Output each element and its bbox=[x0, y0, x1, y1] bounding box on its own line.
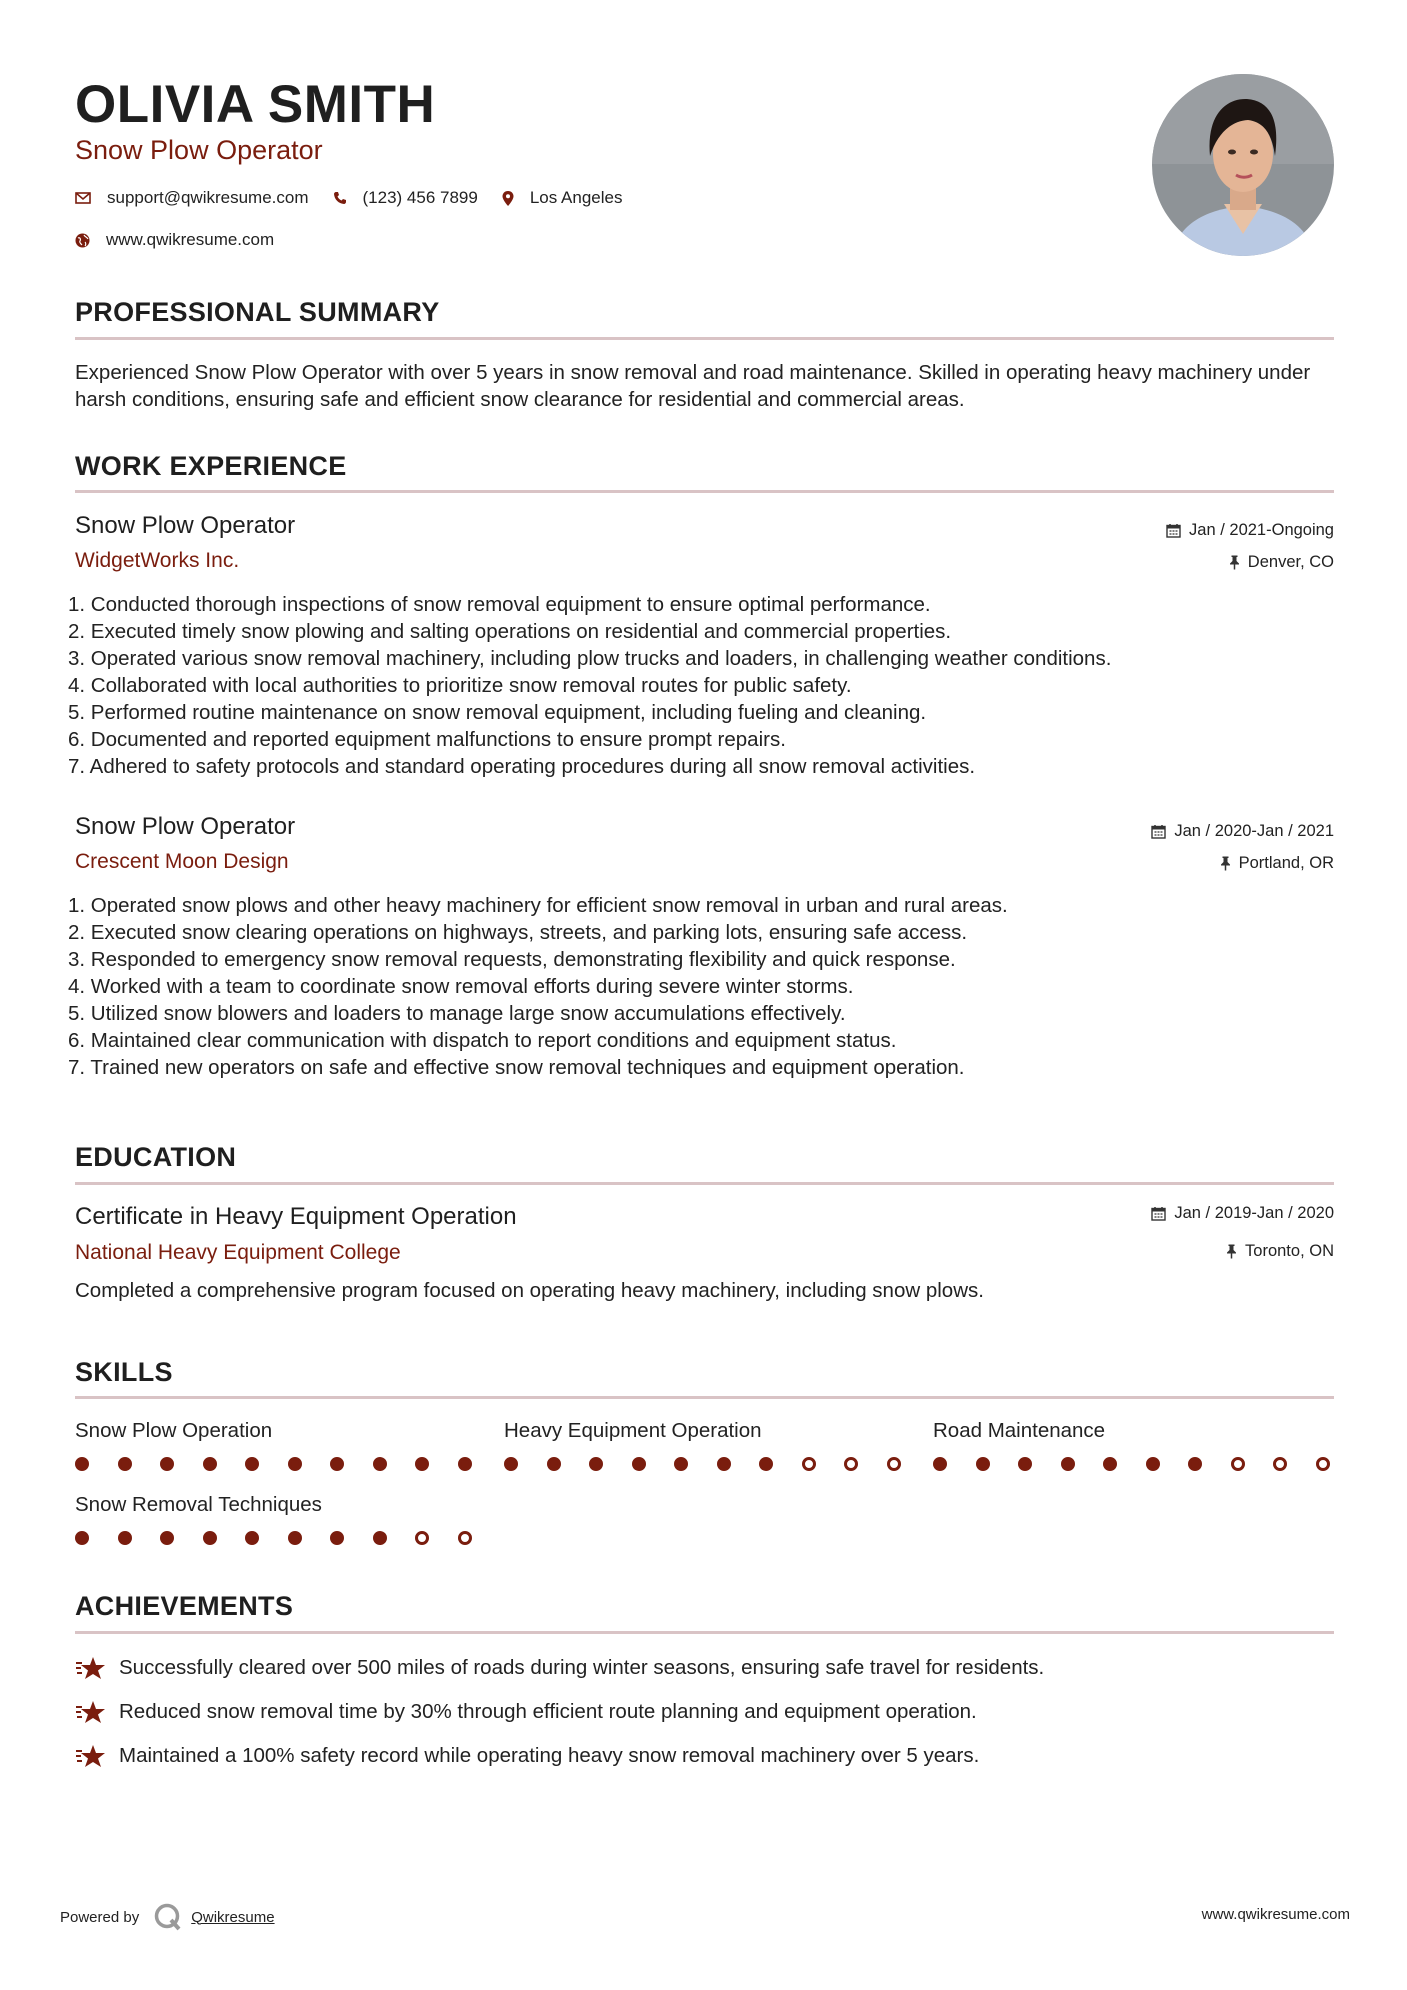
rating-dot-empty bbox=[1273, 1457, 1287, 1471]
list-item: 7. Adhered to safety protocols and standard operating procedures during all snow removal activities. bbox=[68, 755, 976, 778]
contact-phone[interactable] bbox=[333, 188, 478, 208]
footer-website[interactable]: www.qwikresume.com bbox=[1201, 1906, 1350, 1923]
rating-dot-filled bbox=[160, 1457, 174, 1471]
website-text: www.qwikresume.com bbox=[106, 230, 275, 249]
rating-dot-filled bbox=[203, 1531, 217, 1545]
rating-dot-filled bbox=[674, 1457, 688, 1471]
list-item: 1. Operated snow plows and other heavy machinery for efficient snow removal in urban and rural areas. bbox=[68, 894, 1008, 917]
list-item: 4. Worked with a team to coordinate snow removal efforts during severe winter storms. bbox=[68, 975, 854, 998]
education-heading: EDUCATION bbox=[75, 1142, 237, 1172]
list-item: 3. Operated various snow removal machinery, including plow trucks and loaders, in challenging weather conditions. bbox=[68, 647, 1112, 670]
rating-dot-filled bbox=[75, 1531, 89, 1545]
skill-4-label: Snow Removal Techniques bbox=[75, 1493, 322, 1516]
rating-dot-filled bbox=[759, 1457, 773, 1471]
rating-dot-filled bbox=[415, 1457, 429, 1471]
achievement-item bbox=[75, 1699, 977, 1725]
education-location-text: Toronto, ON bbox=[1245, 1242, 1334, 1260]
job-2-bullets bbox=[68, 892, 1338, 1081]
list-item: 2. Executed snow clearing operations on highways, streets, and parking lots, ensuring safe access. bbox=[68, 921, 968, 944]
pushpin-icon bbox=[1220, 856, 1231, 871]
rating-dot-filled bbox=[547, 1457, 561, 1471]
qwikresume-logo-icon bbox=[153, 1902, 183, 1932]
education-dates-text: Jan / 2019-Jan / 2020 bbox=[1174, 1204, 1334, 1222]
rating-dot-filled bbox=[288, 1457, 302, 1471]
profile-photo bbox=[1152, 74, 1334, 256]
pushpin-icon bbox=[1229, 555, 1240, 570]
location-text: Los Angeles bbox=[529, 188, 623, 207]
education-description: Completed a comprehensive program focused on operating heavy machinery, including snow plows. bbox=[75, 1279, 984, 1302]
rating-dot-filled bbox=[203, 1457, 217, 1471]
footer-powered-by bbox=[60, 1902, 275, 1932]
job-2-dates bbox=[1151, 822, 1334, 841]
rating-dot-filled bbox=[976, 1457, 990, 1471]
rating-dot-filled bbox=[118, 1457, 132, 1471]
job-2-company: Crescent Moon Design bbox=[75, 850, 289, 873]
education-school: National Heavy Equipment College bbox=[75, 1241, 401, 1264]
rating-dot-empty bbox=[1231, 1457, 1245, 1471]
phone-text: (123) 456 7899 bbox=[362, 188, 478, 207]
list-item: 6. Documented and reported equipment malfunctions to ensure prompt repairs. bbox=[68, 728, 786, 751]
achievements-heading: ACHIEVEMENTS bbox=[75, 1591, 294, 1621]
rating-dot-empty bbox=[844, 1457, 858, 1471]
rating-dot-filled bbox=[330, 1457, 344, 1471]
qwikresume-link[interactable]: Qwikresume bbox=[191, 1908, 275, 1926]
rating-dot-empty bbox=[415, 1531, 429, 1545]
rating-dot-filled bbox=[504, 1457, 518, 1471]
star-award-icon bbox=[75, 1743, 107, 1769]
calendar-icon bbox=[1151, 824, 1166, 839]
skill-2-rating bbox=[504, 1457, 929, 1471]
contact-row-1 bbox=[75, 188, 646, 208]
contact-row-2 bbox=[75, 230, 298, 250]
rating-dot-filled bbox=[632, 1457, 646, 1471]
rating-dot-filled bbox=[1146, 1457, 1160, 1471]
rating-dot-filled bbox=[245, 1457, 259, 1471]
skill-1-label: Snow Plow Operation bbox=[75, 1419, 273, 1442]
phone-icon bbox=[333, 191, 347, 205]
list-item: 7. Trained new operators on safe and effective snow removal techniques and equipment operation. bbox=[68, 1056, 965, 1079]
job-1-bullets bbox=[68, 591, 1338, 780]
rating-dot-filled bbox=[1018, 1457, 1032, 1471]
powered-by-label: Powered by bbox=[60, 1908, 140, 1926]
envelope-icon bbox=[75, 192, 91, 204]
job-2-location bbox=[1220, 854, 1334, 873]
rating-dot-filled bbox=[373, 1531, 387, 1545]
rating-dot-filled bbox=[288, 1531, 302, 1545]
job-1-location bbox=[1229, 553, 1334, 572]
achievement-text: Successfully cleared over 500 miles of roads during winter seasons, ensuring safe travel for residents. bbox=[119, 1656, 1045, 1679]
email-text: support@qwikresume.com bbox=[107, 188, 309, 207]
job-1-company: WidgetWorks Inc. bbox=[75, 549, 240, 572]
star-award-icon bbox=[75, 1655, 107, 1681]
list-item: 2. Executed timely snow plowing and salting operations on residential and commercial properties. bbox=[68, 620, 952, 643]
rating-dot-filled bbox=[1188, 1457, 1202, 1471]
summary-heading: PROFESSIONAL SUMMARY bbox=[75, 297, 440, 327]
rating-dot-filled bbox=[458, 1457, 472, 1471]
rating-dot-filled bbox=[1103, 1457, 1117, 1471]
skill-1-rating bbox=[75, 1457, 500, 1471]
achievement-item bbox=[75, 1655, 1044, 1681]
rating-dot-filled bbox=[589, 1457, 603, 1471]
job-2-dates-text: Jan / 2020-Jan / 2021 bbox=[1174, 822, 1334, 840]
pushpin-icon bbox=[1226, 1244, 1237, 1259]
rating-dot-filled bbox=[330, 1531, 344, 1545]
summary-divider bbox=[75, 337, 1334, 340]
list-item: 4. Collaborated with local authorities to prioritize snow removal routes for public safety. bbox=[68, 674, 852, 697]
skill-4-rating bbox=[75, 1531, 500, 1545]
job-1-title: Snow Plow Operator bbox=[75, 512, 296, 539]
map-marker-icon bbox=[502, 191, 514, 206]
rating-dot-empty bbox=[458, 1531, 472, 1545]
skill-3-label: Road Maintenance bbox=[933, 1419, 1106, 1442]
summary-text: Experienced Snow Plow Operator with over 5 years in snow removal and road maintenance. Skilled in operating heavy machinery under harsh conditions, ensuring safe and efficient snow clearance for residential and commercial areas. bbox=[75, 361, 1311, 411]
skill-3-rating bbox=[933, 1457, 1358, 1471]
skills-heading: SKILLS bbox=[75, 1357, 173, 1387]
rating-dot-empty bbox=[1316, 1457, 1330, 1471]
rating-dot-filled bbox=[373, 1457, 387, 1471]
contact-email[interactable] bbox=[75, 188, 309, 208]
list-item: 6. Maintained clear communication with dispatch to report conditions and equipment status. bbox=[68, 1029, 897, 1052]
star-award-icon bbox=[75, 1699, 107, 1725]
skills-divider bbox=[75, 1396, 1334, 1399]
list-item: 1. Conducted thorough inspections of snow removal equipment to ensure optimal performance. bbox=[68, 593, 931, 616]
achievement-text: Maintained a 100% safety record while operating heavy snow removal machinery over 5 years. bbox=[119, 1744, 980, 1767]
achievement-item bbox=[75, 1743, 979, 1769]
contact-website[interactable] bbox=[75, 230, 274, 250]
education-degree: Certificate in Heavy Equipment Operation bbox=[75, 1203, 517, 1230]
candidate-role: Snow Plow Operator bbox=[75, 135, 323, 165]
job-1-location-text: Denver, CO bbox=[1247, 553, 1334, 571]
education-divider bbox=[75, 1182, 1334, 1185]
rating-dot-filled bbox=[717, 1457, 731, 1471]
job-2-location-text: Portland, OR bbox=[1238, 854, 1334, 872]
job-1-dates bbox=[1166, 521, 1334, 540]
rating-dot-filled bbox=[118, 1531, 132, 1545]
list-item: 5. Utilized snow blowers and loaders to manage large snow accumulations effectively. bbox=[68, 1002, 846, 1025]
calendar-icon bbox=[1166, 523, 1181, 538]
achievement-text: Reduced snow removal time by 30% through efficient route planning and equipment operation. bbox=[119, 1700, 977, 1723]
globe-icon bbox=[75, 233, 90, 248]
education-dates bbox=[1151, 1204, 1334, 1223]
education-location bbox=[1226, 1242, 1334, 1261]
experience-heading: WORK EXPERIENCE bbox=[75, 451, 347, 481]
rating-dot-filled bbox=[245, 1531, 259, 1545]
rating-dot-filled bbox=[160, 1531, 174, 1545]
calendar-icon bbox=[1151, 1206, 1166, 1221]
job-1-dates-text: Jan / 2021-Ongoing bbox=[1189, 521, 1334, 539]
rating-dot-filled bbox=[75, 1457, 89, 1471]
list-item: 3. Responded to emergency snow removal requests, demonstrating flexibility and quick response. bbox=[68, 948, 956, 971]
list-item: 5. Performed routine maintenance on snow removal equipment, including fueling and cleaning. bbox=[68, 701, 927, 724]
rating-dot-empty bbox=[802, 1457, 816, 1471]
job-2-title: Snow Plow Operator bbox=[75, 813, 296, 840]
candidate-name: OLIVIA SMITH bbox=[75, 75, 436, 134]
contact-location bbox=[502, 188, 623, 208]
achievements-divider bbox=[75, 1631, 1334, 1634]
experience-divider bbox=[75, 490, 1334, 493]
rating-dot-filled bbox=[1061, 1457, 1075, 1471]
rating-dot-filled bbox=[933, 1457, 947, 1471]
skill-2-label: Heavy Equipment Operation bbox=[504, 1419, 762, 1442]
rating-dot-empty bbox=[887, 1457, 901, 1471]
